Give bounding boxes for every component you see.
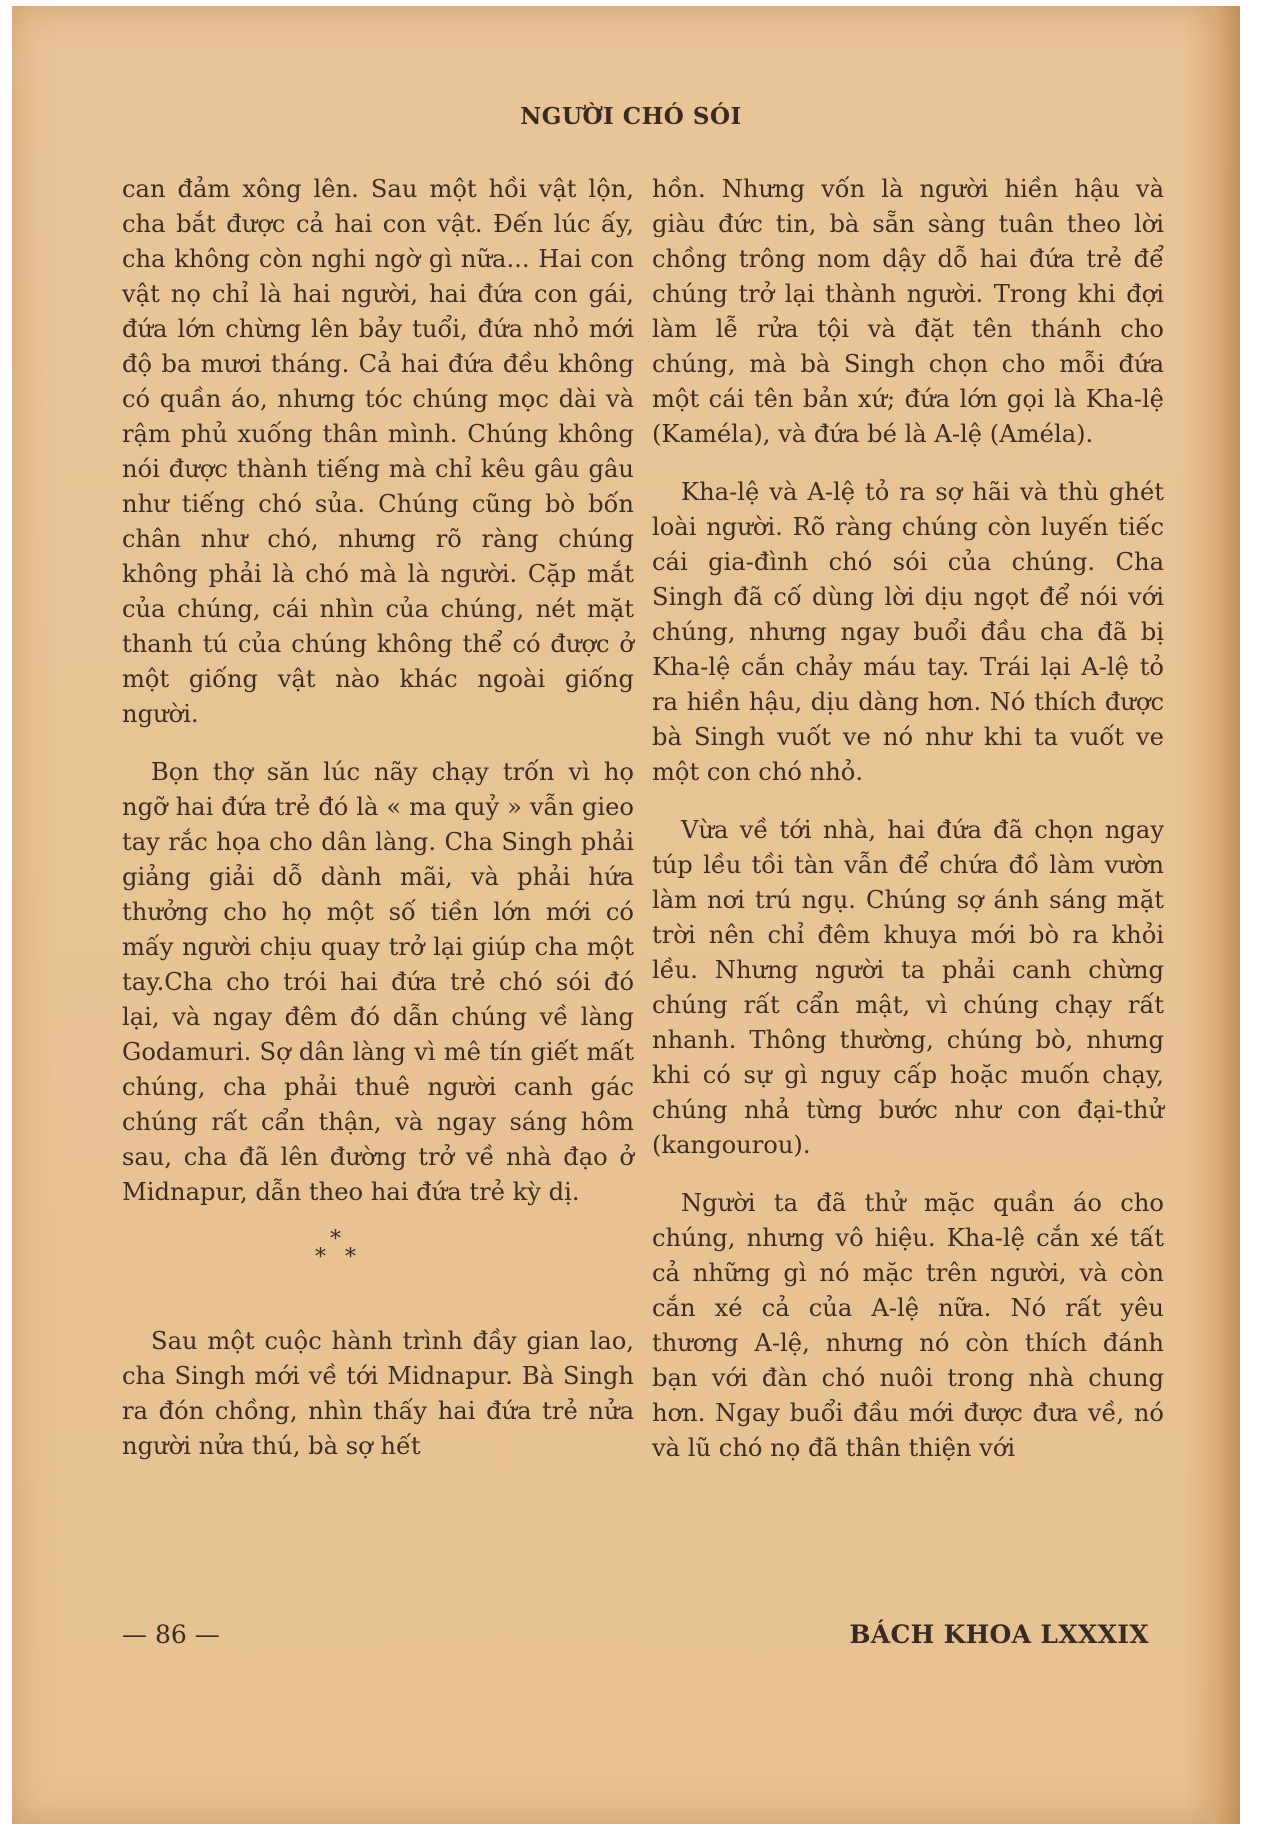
right-paragraph-1: hồn. Nhưng vốn là người hiền hậu và giàu đức tin, bà sẵn sàng tuân theo lời chồng trông nom dậy dỗ hai đứa trẻ để chúng trở lại thành người. Trong khi đợi làm lễ rửa tội và đặt tên thánh cho chúng, mà bà Singh chọn cho mỗi đứa một cái tên bản xứ; đứa lớn gọi là Kha-lệ (Kaméla), và đứa bé là A-lệ (Améla). xyxy=(652,175,1164,448)
section-separator xyxy=(122,1229,634,1299)
right-paragraph-3: Vừa về tới nhà, hai đứa đã chọn ngay túp lều tồi tàn vẫn để chứa đồ làm vườn làm nơi trú ngụ. Chúng sợ ánh sáng mặt trời nên chỉ đêm khuya mới bò ra khỏi lều. Nhưng người ta phải canh chừng chúng rất cẩn mật, vì chúng chạy rất nhanh. Thông thường, chúng bò, nhưng khi có sự gì nguy cấp hoặc muốn chạy, chúng nhả từng bước như con đại-thử (kangourou). xyxy=(652,816,1164,1159)
right-paragraph-2: Kha-lệ và A-lệ tỏ ra sợ hãi và thù ghét loài người. Rõ ràng chúng còn luyến tiếc cái gia-đình chó sói của chúng. Cha Singh đã cố dùng lời dịu ngọt để nói với chúng, nhưng ngay buổi đầu cha đã bị Kha-lệ cắn chảy máu tay. Trái lại A-lệ tỏ ra hiền hậu, dịu dàng hơn. Nó thích được bà Singh vuốt ve nó như khi ta vuốt ve một con chó nhỏ. xyxy=(652,478,1164,786)
running-head: NGƯỜI CHÓ SÓI xyxy=(520,103,742,130)
left-paragraph-2: Bọn thợ săn lúc nãy chạy trốn vì họ ngỡ hai đứa trẻ đó là « ma quỷ » vẫn gieo tay rắc họa cho dân làng. Cha Singh phải giảng giải dỗ dành mãi, và phải hứa thưởng cho họ một số tiền lớn mới có mấy người chịu quay trở lại giúp cha một tay.Cha cho trói hai đứa trẻ chó sói đó lại, và ngay đêm đó dẫn chúng về làng Godamuri. Sợ dân làng vì mê tín giết mất chúng, cha phải thuê người canh gác chúng rất cẩn thận, và ngay sáng hôm sau, cha đã lên đường trở về nhà đạo ở Midnapur, dẫn theo hai đứa trẻ kỳ dị. xyxy=(122,758,634,1206)
separator-asterisk-right: * xyxy=(345,1245,356,1270)
worn-right-edge xyxy=(1182,6,1240,1824)
page-number: — 86 — xyxy=(122,1620,220,1649)
publication-name: BÁCH KHOA LXXXIX xyxy=(849,1620,1149,1649)
left-column xyxy=(122,172,634,1487)
right-column xyxy=(652,172,1164,1489)
left-paragraph-3: Sau một cuộc hành trình đầy gian lao, cha Singh mới về tới Midnapur. Bà Singh ra đón chồng, nhìn thấy hai đứa trẻ nửa người nửa thú, bà sợ hết xyxy=(122,1327,634,1460)
right-paragraph-4: Người ta đã thử mặc quần áo cho chúng, nhưng vô hiệu. Kha-lệ cắn xé tất cả những gì nó mặc trên người, và còn cắn xé cả của A-lệ nữa. Nó rất yêu thương A-lệ, nhưng nó còn thích đánh bạn với đàn chó nuôi trong nhà chung hơn. Ngay buổi đầu mới được đưa về, nó và lũ chó nọ đã thân thiện với xyxy=(652,1189,1164,1462)
left-paragraph-1: can đảm xông lên. Sau một hồi vật lộn, cha bắt được cả hai con vật. Đến lúc ấy, cha không còn nghi ngờ gì nữa... Hai con vật nọ chỉ là hai người, hai đứa con gái, đứa lớn chừng lên bảy tuổi, đứa nhỏ mới độ ba mươi tháng. Cả hai đứa đều không có quần áo, nhưng tóc chúng mọc dài và rậm phủ xuống thân mình. Chúng không nói được thành tiếng mà chỉ kêu gâu gâu như tiếng chó sủa. Chúng cũng bò bốn chân như chó, nhưng rõ ràng chúng không phải là chó mà là người. Cặp mắt của chúng, cái nhìn của chúng, nét mặt thanh tú của chúng không thể có được ở một giống vật nào khác ngoài giống người. xyxy=(122,175,634,728)
separator-asterisk-left: * xyxy=(315,1245,326,1270)
separator-asterisk-top: * xyxy=(330,1227,341,1252)
